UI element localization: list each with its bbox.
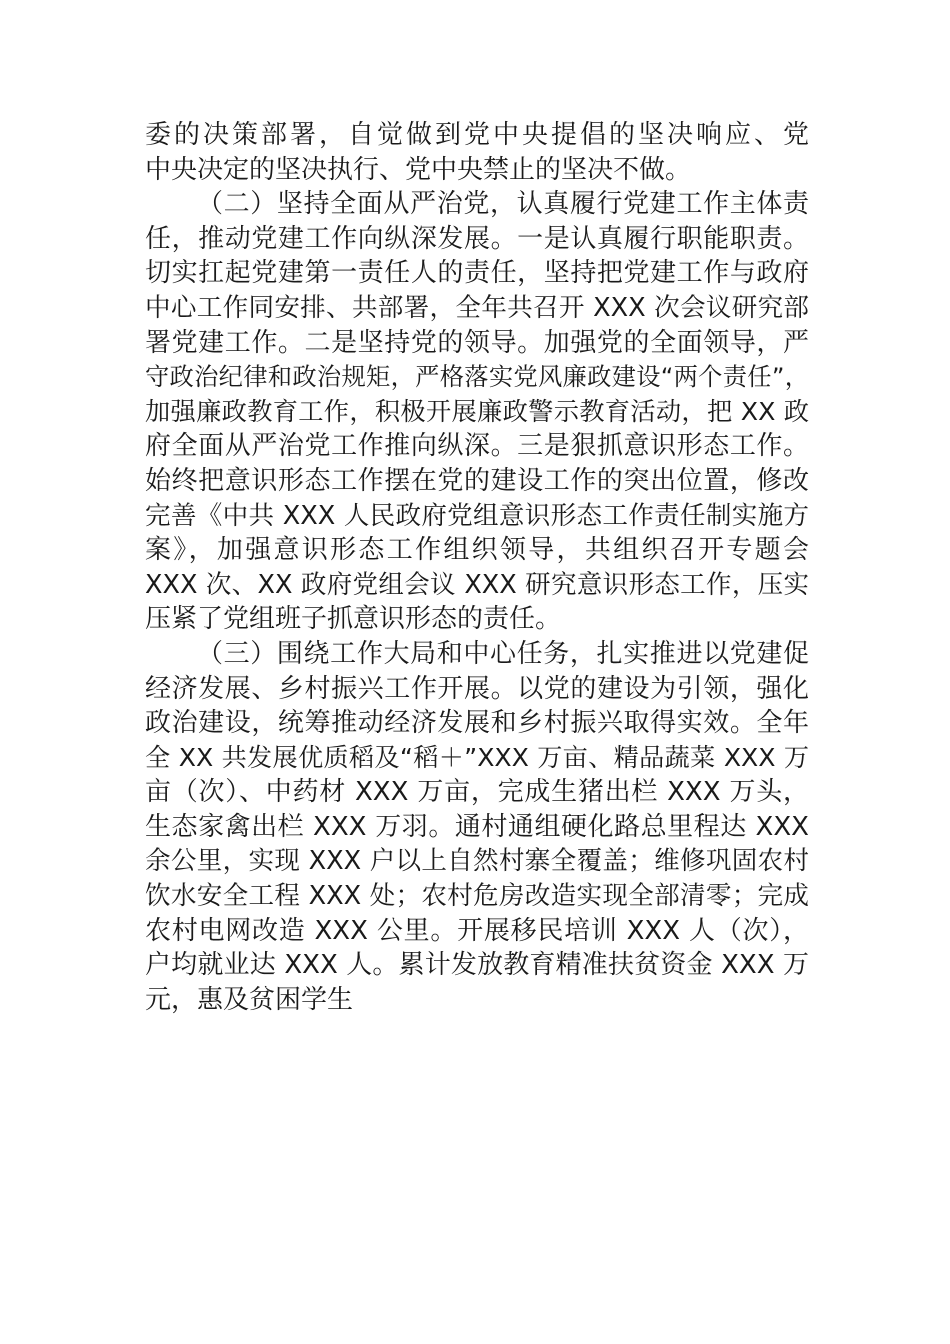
text-line: 任，推动党建工作向纵深发展。一是认真履行职能职责。 <box>145 223 809 254</box>
text-line: 府全面从严治党工作推向纵深。三是狠抓意识形态工作。 <box>145 431 809 462</box>
text-line: 加强廉政教育工作，积极开展廉政警示教育活动，把 XX 政 <box>145 396 809 426</box>
text-line: 切实扛起党建第一责任人的责任，坚持把党建工作与政府 <box>145 258 809 289</box>
text-line: 户均就业达 XXX 人。累计发放教育精准扶贫资金 XXX 万 <box>145 950 809 981</box>
text-line: 余公里，实现 XXX 户以上自然村寨全覆盖；维修巩固农村 <box>145 846 809 877</box>
text-line: 亩（次）、中药材 XXX 万亩，完成生猪出栏 XXX 万头， <box>145 777 809 808</box>
text-line: 生态家禽出栏 XXX 万羽。通村通组硬化路总里程达 XXX <box>145 811 809 842</box>
text-line: XXX 次、XX 政府党组会议 XXX 研究意识形态工作，压实 <box>145 569 809 600</box>
text-line: 守政治纪律和政治规矩，严格落实党风廉政建设“两个责任”， <box>145 362 809 392</box>
text-line: 委的决策部署，自觉做到党中央提倡的坚决响应、党 <box>145 120 809 150</box>
text-line: （三）围绕工作大局和中心任务，扎实推进以党建促 <box>197 638 809 669</box>
body-text <box>145 118 809 1017</box>
text-line: 中心工作同安排、共部署，全年共召开 XXX 次会议研究部 <box>145 292 809 323</box>
text-line: 农村电网改造 XXX 公里。开展移民培训 XXX 人（次）， <box>145 915 809 946</box>
text-line: 政治建设，统筹推动经济发展和乡村振兴取得实效。全年 <box>145 708 809 739</box>
text-line: （二）坚持全面从严治党，认真履行党建工作主体责 <box>197 189 809 220</box>
text-line: 案》，加强意识形态工作组织领导，共组织召开专题会 <box>145 535 809 566</box>
text-line: 全 XX 共发展优质稻及“稻＋”XXX 万亩、精品蔬菜 XXX 万 <box>145 742 809 772</box>
text-line: 中央决定的坚决执行、党中央禁止的坚决不做。 <box>145 154 692 185</box>
text-line: 完善《中共 XXX 人民政府党组意识形态工作责任制实施方 <box>145 500 809 531</box>
text-line: 署党建工作。二是坚持党的领导。加强党的全面领导，严 <box>145 327 809 358</box>
text-line: 饮水安全工程 XXX 处；农村危房改造实现全部清零；完成 <box>145 881 809 912</box>
text-line: 经济发展、乡村振兴工作开展。以党的建设为引领，强化 <box>145 673 809 704</box>
text-line: 压紧了党组班子抓意识形态的责任。 <box>145 604 562 635</box>
text-line: 元，惠及贫困学生 <box>145 984 354 1015</box>
text-line: 始终把意识形态工作摆在党的建设工作的突出位置，修改 <box>145 465 809 496</box>
